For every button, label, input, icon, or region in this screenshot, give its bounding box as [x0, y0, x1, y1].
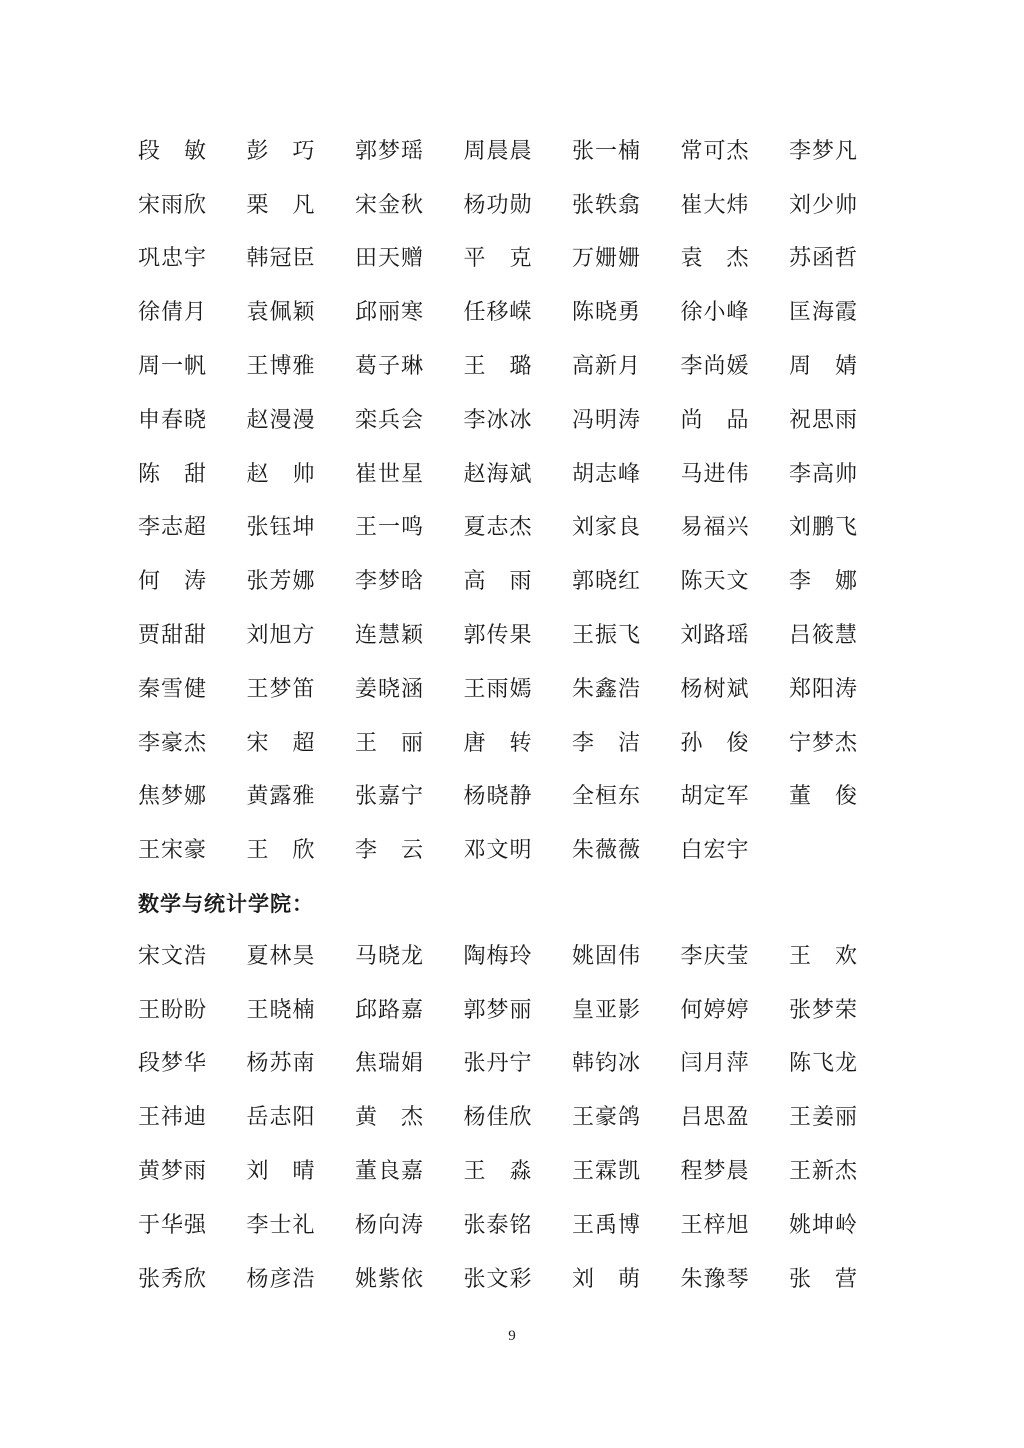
person-name: 任移嵘	[463, 300, 533, 326]
person-name: 田天赠	[355, 246, 425, 272]
person-name: 陈晓勇	[572, 300, 642, 326]
name-row	[138, 286, 898, 340]
person-name: 贾甜甜	[138, 623, 208, 649]
person-name: 张芳娜	[246, 569, 316, 595]
person-name: 杨苏南	[246, 1051, 316, 1077]
person-name: 吕筱慧	[789, 623, 859, 649]
name-row	[138, 555, 898, 609]
person-name: 李庆莹	[680, 943, 750, 969]
person-name: 宁梦杰	[789, 730, 859, 756]
person-name: 周晨晨	[463, 138, 533, 164]
person-name: 赵 帅	[246, 461, 316, 487]
person-name: 常可杰	[680, 138, 750, 164]
person-name: 袁佩颖	[246, 300, 316, 326]
person-name: 栗 凡	[246, 192, 316, 218]
person-name: 杨向涛	[355, 1212, 425, 1238]
person-name: 白宏宇	[680, 838, 750, 864]
person-name: 王晓楠	[246, 997, 316, 1023]
person-name: 张 营	[789, 1266, 859, 1292]
person-name: 程梦晨	[680, 1159, 750, 1185]
person-name: 韩冠臣	[246, 246, 316, 272]
person-name: 张丹宁	[463, 1051, 533, 1077]
person-name: 王 璐	[463, 354, 533, 380]
person-name: 周一帆	[138, 354, 208, 380]
name-list-math-statistics	[138, 930, 898, 1307]
person-name: 于华强	[138, 1212, 208, 1238]
person-name: 赵海斌	[463, 461, 533, 487]
person-name: 陈 甜	[138, 461, 208, 487]
person-name: 张钰坤	[246, 515, 316, 541]
person-name: 周 婧	[789, 354, 859, 380]
person-name: 王 丽	[355, 730, 425, 756]
person-name: 黄梦雨	[138, 1159, 208, 1185]
person-name: 邱丽寒	[355, 300, 425, 326]
name-row	[138, 448, 898, 502]
section-heading-math-statistics: 数学与统计学院：	[138, 892, 314, 916]
person-name: 陈飞龙	[789, 1051, 859, 1077]
person-name: 姚紫依	[355, 1266, 425, 1292]
name-row	[138, 824, 898, 878]
name-list-continued	[138, 125, 898, 878]
name-row	[138, 984, 898, 1038]
person-name: 王博雅	[246, 354, 316, 380]
person-name: 赵漫漫	[246, 407, 316, 433]
person-name: 王豪鸽	[572, 1105, 642, 1131]
person-name: 连慧颖	[355, 623, 425, 649]
person-name: 李士礼	[246, 1212, 316, 1238]
person-name: 邱路嘉	[355, 997, 425, 1023]
person-name: 张秀欣	[138, 1266, 208, 1292]
name-row	[138, 663, 898, 717]
person-name: 吕思盈	[680, 1105, 750, 1131]
person-name: 王霖凯	[572, 1159, 642, 1185]
person-name: 王 欣	[246, 838, 316, 864]
person-name: 杨功勋	[463, 192, 533, 218]
person-name: 李豪杰	[138, 730, 208, 756]
person-name: 王雨嫣	[463, 676, 533, 702]
person-name: 王 淼	[463, 1159, 533, 1185]
person-name: 胡定军	[680, 784, 750, 810]
person-name: 张一楠	[572, 138, 642, 164]
person-name: 王禹博	[572, 1212, 642, 1238]
name-row	[138, 1199, 898, 1253]
person-name: 王振飞	[572, 623, 642, 649]
person-name: 董良嘉	[355, 1159, 425, 1185]
person-name: 段梦华	[138, 1051, 208, 1077]
name-row	[138, 125, 898, 179]
person-name: 姚固伟	[572, 943, 642, 969]
person-name: 王宋豪	[138, 838, 208, 864]
person-name: 高新月	[572, 354, 642, 380]
person-name: 刘家良	[572, 515, 642, 541]
person-name: 张文彩	[463, 1266, 533, 1292]
person-name: 皇亚影	[572, 997, 642, 1023]
name-row	[138, 1091, 898, 1145]
person-name: 岳志阳	[246, 1105, 316, 1131]
person-name: 郭晓红	[572, 569, 642, 595]
person-name: 葛子琳	[355, 354, 425, 380]
name-row	[138, 930, 898, 984]
person-name: 苏函哲	[789, 246, 859, 272]
person-name: 刘少帅	[789, 192, 859, 218]
person-name: 张梦荣	[789, 997, 859, 1023]
person-name: 郭梦瑶	[355, 138, 425, 164]
person-name: 祝思雨	[789, 407, 859, 433]
person-name: 王 欢	[789, 943, 859, 969]
person-name: 姜晓涵	[355, 676, 425, 702]
person-name: 崔世星	[355, 461, 425, 487]
person-name: 尚 品	[680, 407, 750, 433]
person-name: 万姗姗	[572, 246, 642, 272]
person-name: 唐 转	[463, 730, 533, 756]
person-name: 王梦笛	[246, 676, 316, 702]
person-name: 李冰冰	[463, 407, 533, 433]
person-name: 李志超	[138, 515, 208, 541]
person-name: 王盼盼	[138, 997, 208, 1023]
person-name: 董 俊	[789, 784, 859, 810]
person-name: 李 娜	[789, 569, 859, 595]
person-name: 宋 超	[246, 730, 316, 756]
person-name: 王祎迪	[138, 1105, 208, 1131]
person-name: 李 洁	[572, 730, 642, 756]
person-name: 焦瑞娟	[355, 1051, 425, 1077]
name-row	[138, 717, 898, 771]
person-name: 黄露雅	[246, 784, 316, 810]
person-name: 杨树斌	[680, 676, 750, 702]
person-name: 杨彦浩	[246, 1266, 316, 1292]
name-row	[138, 394, 898, 448]
person-name: 朱鑫浩	[572, 676, 642, 702]
person-name: 焦梦娜	[138, 784, 208, 810]
person-name: 陈天文	[680, 569, 750, 595]
person-name: 徐小峰	[680, 300, 750, 326]
person-name: 李 云	[355, 838, 425, 864]
person-name: 栾兵会	[355, 407, 425, 433]
person-name: 朱薇薇	[572, 838, 642, 864]
person-name: 巩忠宇	[138, 246, 208, 272]
person-name: 黄 杰	[355, 1105, 425, 1131]
name-row	[138, 1145, 898, 1199]
name-row	[138, 1253, 898, 1307]
person-name: 张嘉宁	[355, 784, 425, 810]
name-row	[138, 609, 898, 663]
person-name: 何婷婷	[680, 997, 750, 1023]
person-name: 彭 巧	[246, 138, 316, 164]
person-name: 匡海霞	[789, 300, 859, 326]
person-name: 冯明涛	[572, 407, 642, 433]
person-name: 韩钧冰	[572, 1051, 642, 1077]
person-name: 段 敏	[138, 138, 208, 164]
person-name: 夏志杰	[463, 515, 533, 541]
person-name: 马进伟	[680, 461, 750, 487]
person-name: 刘旭方	[246, 623, 316, 649]
person-name: 平 克	[463, 246, 533, 272]
person-name: 李梦凡	[789, 138, 859, 164]
person-name: 王姜丽	[789, 1105, 859, 1131]
person-name: 张轶翕	[572, 192, 642, 218]
person-name: 郭梦丽	[463, 997, 533, 1023]
person-name: 王新杰	[789, 1159, 859, 1185]
person-name: 王梓旭	[680, 1212, 750, 1238]
person-name: 宋金秋	[355, 192, 425, 218]
person-name: 刘 萌	[572, 1266, 642, 1292]
person-name: 崔大炜	[680, 192, 750, 218]
person-name: 袁 杰	[680, 246, 750, 272]
person-name: 刘鹏飞	[789, 515, 859, 541]
person-name: 姚坤岭	[789, 1212, 859, 1238]
page-number: 9	[508, 1328, 516, 1344]
person-name: 陶梅玲	[463, 943, 533, 969]
person-name: 李梦晗	[355, 569, 425, 595]
person-name: 邓文明	[463, 838, 533, 864]
name-row	[138, 502, 898, 556]
person-name: 李尚媛	[680, 354, 750, 380]
name-row	[138, 340, 898, 394]
person-name: 何 涛	[138, 569, 208, 595]
person-name: 刘路瑶	[680, 623, 750, 649]
person-name: 朱豫琴	[680, 1266, 750, 1292]
person-name: 全桓东	[572, 784, 642, 810]
person-name: 马晓龙	[355, 943, 425, 969]
person-name: 胡志峰	[572, 461, 642, 487]
person-name: 徐倩月	[138, 300, 208, 326]
person-name: 郭传果	[463, 623, 533, 649]
person-name: 高 雨	[463, 569, 533, 595]
person-name: 夏林昊	[246, 943, 316, 969]
person-name: 孙 俊	[680, 730, 750, 756]
name-row	[138, 179, 898, 233]
name-row	[138, 233, 898, 287]
person-name: 王一鸣	[355, 515, 425, 541]
person-name: 宋雨欣	[138, 192, 208, 218]
person-name: 秦雪健	[138, 676, 208, 702]
person-name: 刘 晴	[246, 1159, 316, 1185]
person-name: 闫月萍	[680, 1051, 750, 1077]
person-name: 申春晓	[138, 407, 208, 433]
person-name: 杨佳欣	[463, 1105, 533, 1131]
person-name: 易福兴	[680, 515, 750, 541]
person-name: 杨晓静	[463, 784, 533, 810]
person-name: 宋文浩	[138, 943, 208, 969]
person-name: 郑阳涛	[789, 676, 859, 702]
person-name: 李高帅	[789, 461, 859, 487]
name-row	[138, 1038, 898, 1092]
person-name: 张泰铭	[463, 1212, 533, 1238]
name-row	[138, 771, 898, 825]
